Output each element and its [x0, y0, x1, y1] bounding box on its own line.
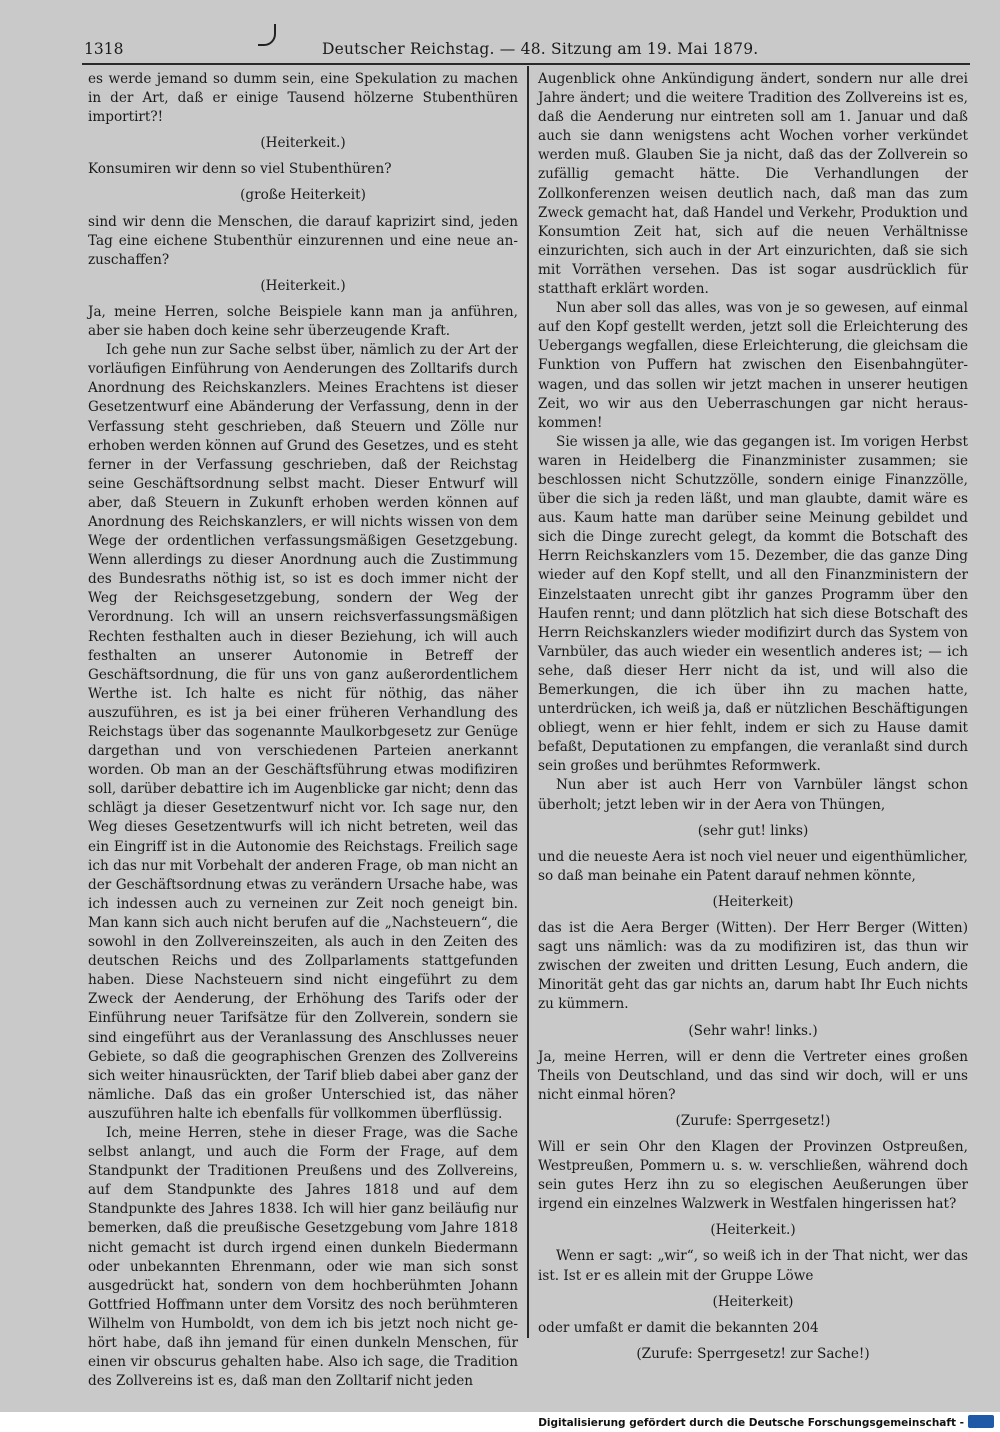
paragraph: Nun aber soll das alles, was von je so gewesen, auf einmal auf den Kopf gestellt werden, jetzt soll die Erleichterung des Uebergangs wegfallen, diese Erleichterung, die gleichsam die Funktion von Puffern hat zwischen den Eisenbahngüterwagen, und das sollen wir jetzt machen in unserer heutigen Zeit, wo wir aus den Ueberraschungen gar nicht herauskommen! — [538, 300, 968, 431]
digitization-credit: Digitalisierung gefördert durch die Deutsche Forschungsgemeinschaft - — [538, 1417, 964, 1429]
paragraph: Sie wissen ja alle, wie das gegangen ist. Im vorigen Herbst waren in Heidelberg die Finanzminister zusammen; sie beschlossen nicht Schutzzölle, sondern einige Finanzzölle, über die sich ja reden läßt, und man glaubte, damit wäre es aus. Kaum hatte man darüber seine Meinung gebildet und sich die Dinge zurecht gelegt, da kommt die Botschaft des Herrn Reichskanzlers vom 15. Dezember, die das ganze Ding wieder auf den Kopf stellt, und all den Finanzministern der Einzelstaaten unrecht gibt ihr ganzes Programm über den Haufen rennt; und dann plötzlich hat sich diese Botschaft des Herrn Reichskanzlers wieder modifizirt durch das System von Varnbüler, das auch wieder ein wesentlich anderes ist; — ich sehe, daß dieser Herr nicht da ist, und will also die Bemerkungen, die ich über ihn zu machen hatte, unterdrücken, ich weiß ja, daß er nützlichen Beschäftigungen obliegt, wenn er hier fehlt, indem er sich zu Hause damit befaßt, Deputationen zu empfangen, die veranlaßt sind durch sein großes und berühmtes Reformwerk. — [538, 433, 968, 775]
interjection: (Heiterkeit.) — [710, 1222, 796, 1239]
interjection: (Zurufe: Sperrgesetz! zur Sache!) — [636, 1345, 870, 1362]
paragraph: es werde jemand so dumm sein, eine Spekulation zu machen in der Art, daß er einige Tausend hölzerne Stubenthüren importirt?! — [88, 71, 518, 126]
page-header — [72, 38, 972, 60]
interjection: (Zurufe: Sperrgesetz!) — [675, 1112, 831, 1129]
interjection: (Heiterkeit) — [712, 893, 794, 910]
paragraph: das ist die Aera Berger (Witten). Der Herr Berger (Witten) sagt uns nämlich: was da zu modifiziren ist, das thun wir zwischen der zweiten und dritten Lesung, Euch andern, die Minorität geht das gar nichts an, darum habt Ihr Euch nichts zu kümmern. — [538, 920, 968, 1013]
running-head: Deutscher Reichstag. — 48. Sitzung am 19. Mai 1879. — [322, 40, 759, 58]
interjection: (Heiterkeit) — [712, 1293, 794, 1310]
paragraph: sind wir denn die Menschen, die darauf kaprizirt sind, jeden Tag eine eichene Stubenthür einzurennen und eine neue anzuschaffen? — [88, 213, 518, 268]
paragraph: oder umfaßt er damit die bekannten 204 — [538, 1319, 819, 1336]
paragraph: Will er sein Ohr den Klagen der Provinzen Ostpreußen, Westpreußen, Pommern u. s. w. verschließen, während doch sein gutes Herz ihn zu so elegischen Aeußerungen über irgend ein einzelnes Walzwerk in Westfalen hingerissen hat? — [538, 1138, 968, 1213]
paragraph: Ich, meine Herren, stehe in dieser Frage, was die Sache selbst anlangt, und auch die Form der Frage, auf dem Standpunkt der Traditionen Preußens und des Zollvereins, auf dem Standpunkte des Jahres 1818 und auf dem Standpunkte des Jahres 1838. Ich will hier ganz beiläufig nur bemerken, daß die preußische Gesetzgebung vom Jahre 1818 nicht gemacht ist durch irgend einen dunkeln Biedermann oder unbekannten Ehrenmann, oder wie man sich sonst ausgedrückt hat, sondern von dem hochberühmten Johann Gottfried Hoffmann unter dem Vorsitz des noch berühmteren Wilhelm von Humboldt, von dem ich bis jetzt noch nicht gehört habe, daß ihn jemand für einen dunkeln Menschen, für einen vir obscurus gehalten habe. Also ich sage, die Tradition des Zollvereins ist es, daß man den Zolltarif nicht jeden — [88, 1124, 518, 1390]
interjection: (Sehr wahr! links.) — [688, 1022, 818, 1039]
header-rule — [82, 63, 970, 65]
interjection: (große Heiterkeit) — [240, 187, 366, 204]
paragraph: Ja, meine Herren, will er denn die Vertreter eines großen Theils von Deutschland, und das sind wir doch, will er uns nicht einmal hören? — [538, 1048, 968, 1103]
paragraph: und die neueste Aera ist noch viel neuer und eigenthümlicher, so daß man beinahe ein Patent darauf nehmen könnte, — [538, 848, 968, 884]
right-column — [538, 70, 968, 1371]
left-column — [88, 70, 518, 1391]
dfg-logo — [968, 1415, 994, 1428]
column-divider — [527, 66, 529, 1338]
interjection: (Heiterkeit.) — [260, 135, 346, 152]
paragraph: Konsumiren wir denn so viel Stubenthüren? — [88, 161, 392, 178]
paragraph: Augenblick ohne Ankündigung ändert, sondern nur alle drei Jahre ändert; und die weitere Tradition des Zollvereins ist es, daß die Aenderung nur eintreten soll am 1. Januar und daß auch sie dann wenigstens acht Wochen vorher verkündet werden muß. Glauben Sie ja nicht, daß das der Zollverein so zufällig gemacht hätte. Die Verhandlungen der Zollkonferenzen weisen deutlich nach, daß man das zum Zweck gemacht hat, daß Handel und Verkehr, Produktion und Konsumtion Zeit hat, sich auf die neuen Verhältnisse einzurichten, sich auch in der Art einzurichten, daß sie sich mit Vorräthen versehen. Das ist sogar ausdrücklich für statthaft erklärt worden. — [538, 71, 968, 298]
interjection: (Heiterkeit.) — [260, 277, 346, 294]
interjection: (sehr gut! links) — [697, 822, 809, 839]
paragraph: Wenn er sagt: „wir“, so weiß ich in der That nicht, wer das ist. Ist er es allein mit der Gruppe Löwe — [538, 1248, 968, 1284]
paragraph: Ich gehe nun zur Sache selbst über, nämlich zu der Art der vorläufigen Einführung von Aenderungen des Zolltarifs durch Anordnung des Reichskanzlers. Meines Erachtens ist dieser Gesetzentwurf eine Abänderung der Verfassung, denn in der Verfassung steht geschrieben, daß Steuern und Zölle nur erhoben werden können auf Grund des Gesetzes, und es steht ferner in der Verfassung geschrieben, daß der Reichstag seine Geschäftsordnung selbst macht. Dieser Entwurf will aber, daß Steuern in Zukunft erhoben werden können auf Anordnung des Reichskanzlers, er will nichts wissen von dem Wege der ordentlichen verfassungsmäßigen Gesetzgebung. Wenn allerdings zu dieser Anordnung auch die Zustimmung des Bundesraths nöthig ist, so ist es doch immer nicht der Weg der Reichsgesetzgebung, sondern der Weg der Verordnung. Ich will an unsern reichsverfassungsmäßigen Rechten festhalten auch in dieser Beziehung, ich will auch festhalten an unserer Autonomie in Betreff der Geschäftsordnung, die für uns von ganz außerordentlichem Werthe ist. Ich halte es nicht für nöthig, das näher auszuführen, es ist ja bei einer früheren Verhandlung des Reichstags über das sogenannte Maulkorbgesetz zur Genüge dargethan und von verschiedenen Parteien anerkannt worden. Ob man an der Geschäftsführung etwas modifiziren soll, darüber debattire ich im Augenblicke gar nicht; denn das schlägt ja dieser Gesetzentwurf nicht vor. Ich sage nur, den Weg dieses Gesetzentwurfs will ich nicht betreten, weil das ein Eingriff ist in die Autonomie des Reichstags. Freilich sage ich das nur mit Vorbehalt der anderen Frage, ob man nicht an der Geschäftsordnung etwas zu verändern Ursache habe, was ich indessen auch zu verneinen zur Zeit noch geneigt bin. Man kann sich auch nicht berufen auf die „Nachsteuern“, die sowohl in den Zollvereinszeiten, als auch in den Zeiten des deutschen Reichs und des Zollparlaments stattgefunden haben. Diese Nachsteuern sind nicht eingeführt zu dem Zweck der Aenderung, der Erhöhung des Tarifs oder der Einführung neuer Tarifsätze für den Zollverein, sondern sie sind eingeführt aus der Veranlassung des Anschlusses neuer Gebiete, so daß die geographischen Grenzen des Zollvereins sich weiter hinausrückten, der Tarif blieb dabei aber ganz der nämliche. Daß das ein großer Unterschied ist, das näher auszuführen halte ich ebenfalls für vollkommen überflüssig. — [88, 342, 518, 1122]
paragraph: Ja, meine Herren, solche Beispiele kann man ja anführen, aber sie haben doch keine sehr überzeugende Kraft. — [88, 303, 518, 340]
page-number: 1318 — [84, 40, 124, 58]
paragraph: Nun aber ist auch Herr von Varnbüler längst schon überholt; jetzt leben wir in der Aera von Thüngen, — [538, 777, 968, 813]
